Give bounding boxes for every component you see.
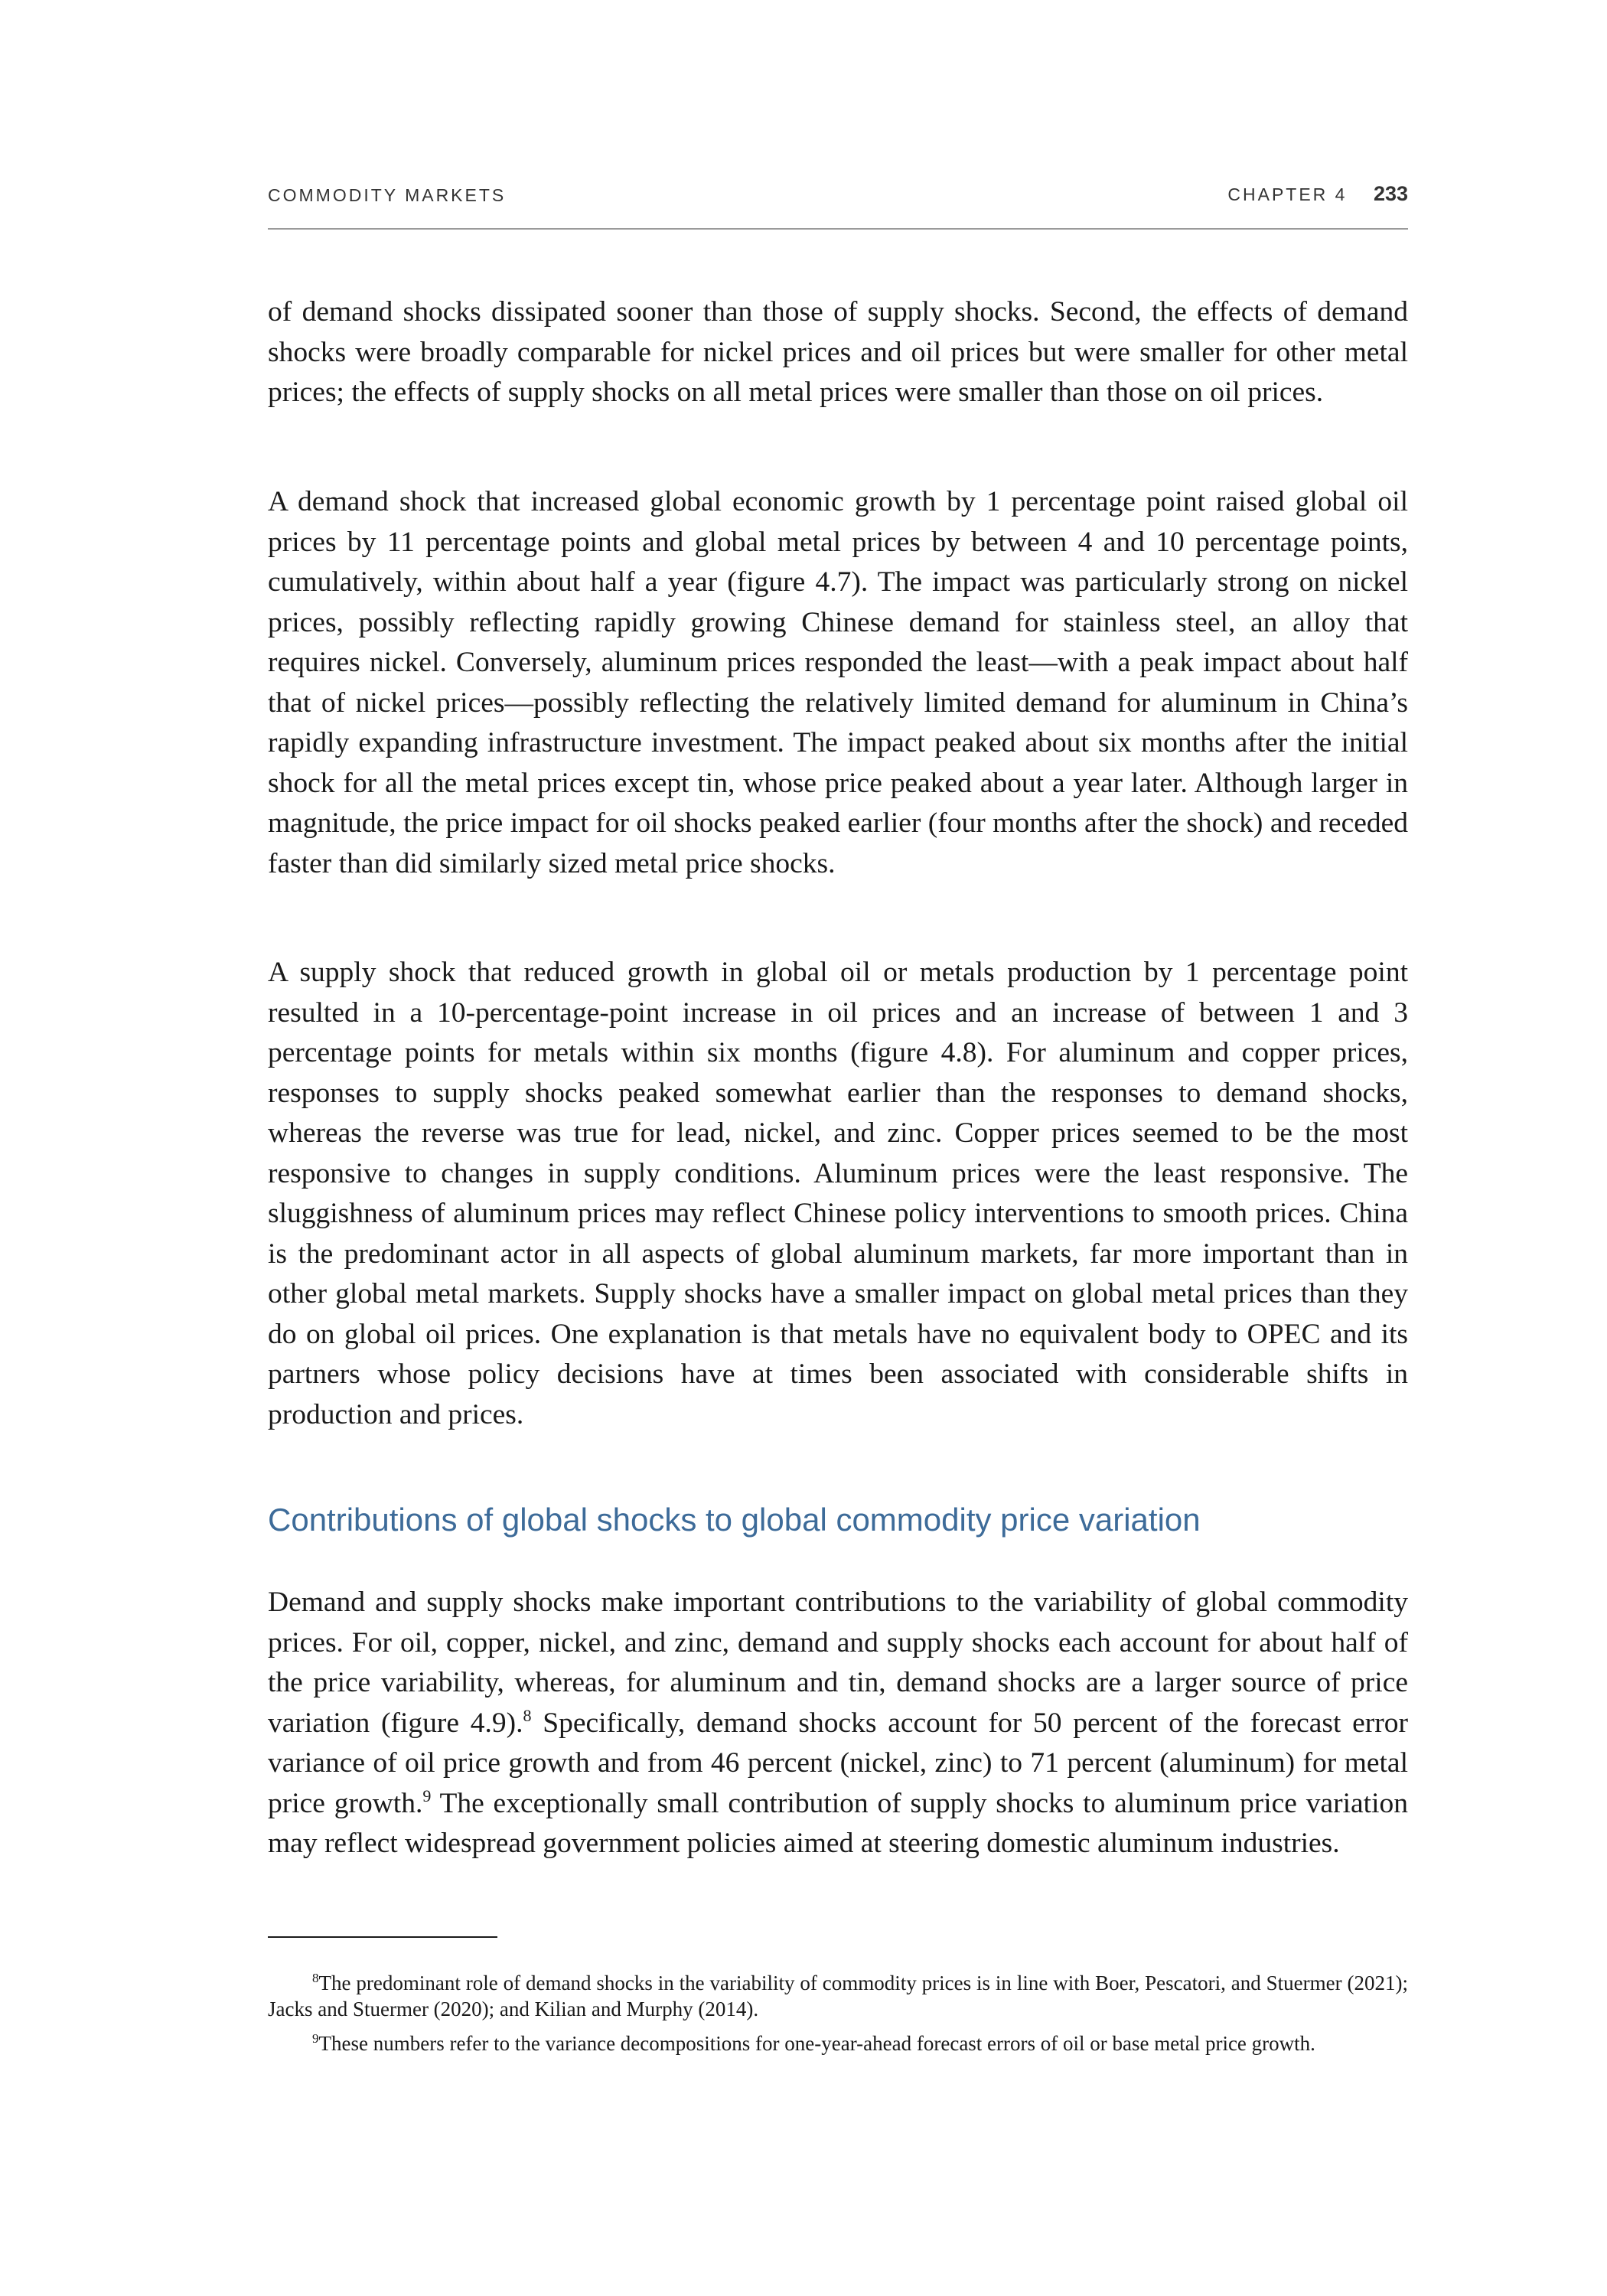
section-heading: Contributions of global shocks to global commodity price variation <box>268 1502 1201 1538</box>
footnote-reference-9[interactable]: 9 <box>422 1786 432 1805</box>
paragraph-4 <box>268 1583 1408 1864</box>
running-header <box>268 182 1408 230</box>
footnote-divider <box>268 1936 497 1938</box>
footnote-9 <box>268 2030 1408 2056</box>
header-section-title: COMMODITY MARKETS <box>268 185 507 205</box>
footnote-8 <box>268 1970 1408 2022</box>
footnote-reference-8[interactable]: 8 <box>523 1705 532 1725</box>
paragraph-4-part-3: The exceptionally small contribution of supply shocks to aluminum price variation may reflect widespread government policies aimed at steering domestic aluminum industries. <box>268 1787 1408 1859</box>
paragraph-2: A demand shock that increased global economic growth by 1 percentage point raised global oil prices by 11 percentage points and global metal prices by between 4 and 10 percentage points, cumulatively, within about half a year (figure 4.7). The impact was particularly strong on nickel prices, possibly reflecting rapidly growing Chinese demand for stainless steel, an alloy that requires nickel. Conversely, aluminum prices responded the least—with a peak impact about half that of nickel prices—possibly reflecting the relatively limited demand for aluminum in China’s rapidly expanding infrastructure investment. The impact peaked about six months after the initial shock for all the metal prices except tin, whose price peaked about a year later. Although larger in magnitude, the price impact for oil shocks peaked earlier (four months after the shock) and receded faster than did similarly sized metal price shocks. <box>268 486 1408 879</box>
paragraph-4-part-2: Specifically, demand shocks account for 50 percent of the forecast error variance of oil price growth and from 46 percent (nickel, zinc) to 71 percent (aluminum) for metal price growth. <box>268 1707 1409 1819</box>
paragraph-4-part-1: Demand and supply shocks make important contributions to the variability of global commodity prices. For oil, copper, nickel, and zinc, demand and supply shocks each account for about half of the price variability, whereas, for aluminum and tin, demand shocks are a larger source of price variation (figure 4.9). <box>268 1587 1408 1739</box>
paragraph-3: A supply shock that reduced growth in global oil or metals production by 1 percentage point resulted in a 10-percentage-point increase in oil prices and an increase of between 1 and 3 percentage points for metals within six months (figure 4.8). For aluminum and copper prices, responses to supply shocks peaked somewhat earlier than the responses to demand shocks, whereas the reverse was true for lead, nickel, and zinc. Copper prices seemed to be the most responsive to changes in supply conditions. Aluminum prices were the least responsive. The sluggishness of aluminum prices may reflect Chinese policy interventions to smooth prices. China is the predominant actor in all aspects of global aluminum markets, far more important than in other global metal markets. Supply shocks have a smaller impact on global metal prices than they do on global oil prices. One explanation is that metals have no equivalent body to OPEC and its partners whose policy decisions have at times been associated with considerable shifts in production and prices. <box>268 957 1408 1430</box>
page-number: 233 <box>1373 182 1408 205</box>
header-right <box>1227 182 1408 206</box>
document-page <box>268 0 1408 2296</box>
footnote-8-mark: 8 <box>312 1971 319 1985</box>
footnote-9-mark: 9 <box>312 2031 319 2046</box>
footnote-8-text: The predominant role of demand shocks in the variability of commodity prices is in line with Boer, Pescatori, and Stuermer (2021); Jacks and Stuermer (2020); and Kilian and Murphy (2014). <box>268 1971 1408 2020</box>
footnote-9-text: These numbers refer to the variance decompositions for one-year-ahead forecast errors of oil or base metal price growth. <box>318 2032 1315 2055</box>
paragraph-1: of demand shocks dissipated sooner than those of supply shocks. Second, the effects of demand shocks were broadly comparable for nickel prices and oil prices but were smaller for other metal prices; the effects of supply shocks on all metal prices were smaller than those on oil prices. <box>268 296 1408 408</box>
header-chapter: CHAPTER 4 <box>1227 184 1348 204</box>
